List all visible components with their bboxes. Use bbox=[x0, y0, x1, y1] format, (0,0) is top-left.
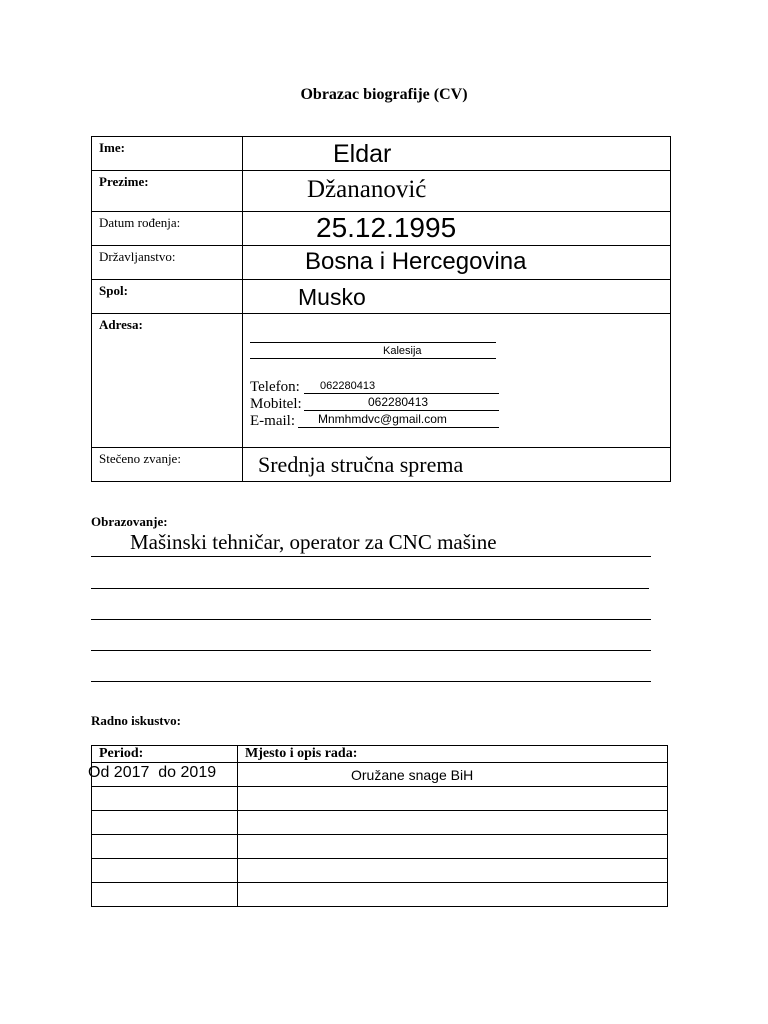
period-cell bbox=[92, 787, 238, 811]
surname-value: Džananović bbox=[307, 176, 427, 203]
col-period: Period: bbox=[92, 746, 238, 763]
row-address bbox=[92, 314, 671, 448]
phone-label: Telefon: bbox=[250, 379, 300, 395]
dob-label: Datum rođenja: bbox=[92, 212, 243, 246]
period-value: Od 2017 do 2019 bbox=[88, 764, 217, 781]
col-place: Mjesto i opis rada: bbox=[238, 746, 668, 763]
experience-row bbox=[92, 787, 668, 811]
surname-cell bbox=[243, 171, 671, 212]
dob-cell bbox=[243, 212, 671, 246]
period-cell bbox=[92, 811, 238, 835]
row-sex bbox=[92, 280, 671, 314]
experience-row bbox=[92, 835, 668, 859]
citizenship-cell bbox=[243, 246, 671, 280]
address-line-2 bbox=[250, 358, 496, 359]
education-label: Obrazovanje: bbox=[91, 514, 168, 529]
name-cell bbox=[243, 137, 671, 171]
row-name bbox=[92, 137, 671, 171]
address-line-1 bbox=[250, 342, 496, 343]
place-cell bbox=[238, 859, 668, 883]
place-cell bbox=[238, 787, 668, 811]
experience-table bbox=[88, 745, 668, 907]
experience-header-row bbox=[92, 746, 668, 763]
place-cell bbox=[238, 835, 668, 859]
sex-label: Spol: bbox=[92, 280, 243, 314]
personal-info-table bbox=[91, 136, 671, 482]
mobile-line bbox=[304, 410, 499, 411]
phone-value: 062280413 bbox=[320, 380, 376, 392]
experience-row bbox=[92, 859, 668, 883]
name-label: Ime: bbox=[92, 137, 243, 171]
form-title: Obrazac biografije (CV) bbox=[300, 86, 468, 103]
address-cell bbox=[243, 314, 671, 448]
row-surname bbox=[92, 171, 671, 212]
citizenship-value: Bosna i Hercegovina bbox=[305, 248, 527, 275]
dob-value: 25.12.1995 bbox=[316, 212, 457, 243]
place-cell bbox=[238, 883, 668, 907]
period-cell bbox=[92, 883, 238, 907]
email-value: Mnmhmdvc@gmail.com bbox=[318, 412, 447, 426]
education-line-3 bbox=[91, 619, 651, 620]
experience-row bbox=[92, 811, 668, 835]
experience-row bbox=[92, 763, 668, 787]
place-cell bbox=[238, 811, 668, 835]
education-line-5 bbox=[91, 681, 651, 682]
address-label: Adresa: bbox=[92, 314, 243, 448]
phone-line bbox=[304, 393, 499, 394]
place-cell bbox=[238, 763, 668, 787]
mobile-label: Mobitel: bbox=[250, 396, 302, 412]
email-label: E-mail: bbox=[250, 413, 295, 429]
degree-value: Srednja stručna sprema bbox=[258, 452, 464, 477]
place-value: Oružane snage BiH bbox=[351, 767, 474, 783]
mobile-value: 062280413 bbox=[368, 395, 429, 409]
degree-label: Stečeno zvanje: bbox=[92, 448, 243, 482]
sex-cell bbox=[243, 280, 671, 314]
education-entry: Mašinski tehničar, operator za CNC mašine bbox=[130, 530, 497, 554]
email-line bbox=[298, 427, 499, 428]
period-cell bbox=[92, 835, 238, 859]
education-line-4 bbox=[91, 650, 651, 651]
experience-label: Radno iskustvo: bbox=[91, 713, 181, 728]
degree-cell bbox=[243, 448, 671, 482]
surname-label: Prezime: bbox=[92, 171, 243, 212]
row-dob bbox=[92, 212, 671, 246]
sex-value: Musko bbox=[298, 284, 366, 310]
period-cell bbox=[88, 763, 238, 787]
row-degree bbox=[92, 448, 671, 482]
citizenship-label: Državljanstvo: bbox=[92, 246, 243, 280]
experience-row bbox=[92, 883, 668, 907]
education-line-1 bbox=[91, 556, 651, 557]
row-citizenship bbox=[92, 246, 671, 280]
address-city: Kalesija bbox=[383, 345, 422, 357]
education-line-2 bbox=[91, 588, 649, 589]
name-value: Eldar bbox=[333, 140, 392, 168]
period-cell bbox=[92, 859, 238, 883]
